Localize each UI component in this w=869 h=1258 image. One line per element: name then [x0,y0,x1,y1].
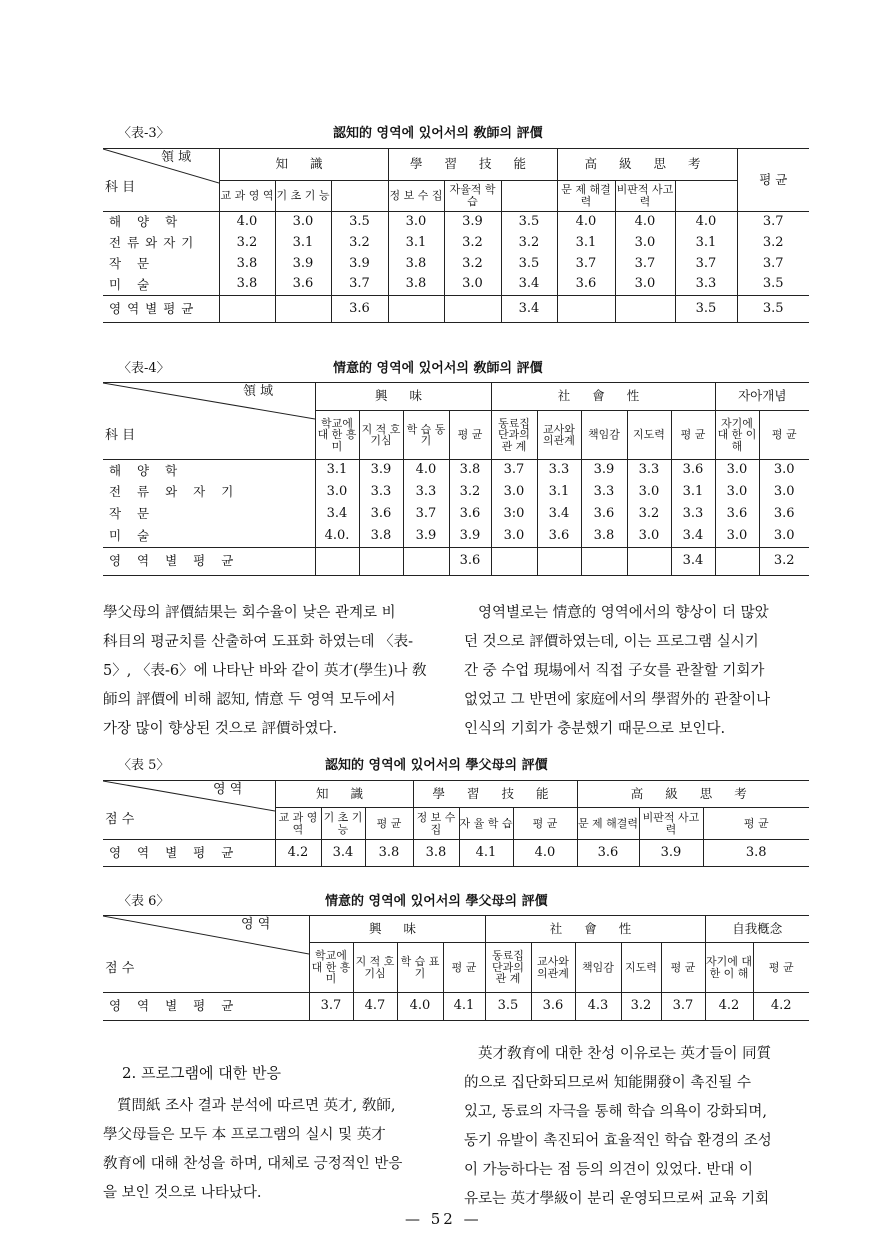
table-cell: 3.9 [581,460,627,482]
text-line: 科目의 평균치를 산출하여 도표화 하였는데 〈表- [103,634,414,650]
text-line: 이 가능하다는 점 등의 의견이 있었다. 반대 이 [464,1162,753,1178]
table-cell: 3.5 [737,296,809,323]
paragraph-left-1 [103,599,443,744]
table-cell: 3.0 [444,275,501,296]
text-line: 동기 유발이 촉진되어 효율적인 학습 환경의 조성 [464,1133,772,1149]
text-line: 的으로 집단화되므로써 知能開發이 촉진될 수 [464,1075,752,1091]
text-line: 가장 많이 향상된 것으로 評價하였다. [103,721,338,737]
table-cell [219,296,275,323]
table-row [103,460,809,482]
row-label: 영 역 별 평 균 [103,548,315,576]
table-total-row [103,993,809,1021]
table-row [103,275,809,296]
text-line: 敎育에 대해 찬성을 하며, 대체로 긍정적인 반응 [103,1156,403,1172]
table-cell: 3.2 [737,233,809,254]
table-cell: 4.0 [397,993,443,1021]
table-cell: 3.6 [759,504,809,526]
table-cell: 4.0 [219,212,275,233]
table-cell: 3.6 [449,504,491,526]
table-cell: 3.9 [275,254,331,275]
row-label: 전류와자기 [103,233,219,254]
table4-title: 情意的 영역에 있어서의 敎師의 評價 [333,361,543,376]
table-cell [615,296,675,323]
table-cell: 3.3 [403,482,449,504]
table-cell: 3.2 [444,233,501,254]
table-cell: 3.8 [449,460,491,482]
table-cell: 3.8 [359,526,403,548]
table-cell: 3.4 [321,840,365,867]
table-cell: 3.5 [737,275,809,296]
table-cell [557,296,615,323]
row-label: 영역별평균 [103,296,219,323]
table-cell [491,548,537,576]
table-cell: 4.0 [675,212,737,233]
table-cell: 4.0 [557,212,615,233]
table3-title: 認知的 영역에 있어서의 敎師의 評價 [333,126,543,141]
table-cell: 3.8 [219,254,275,275]
table-row [103,254,809,275]
table-cell: 3.9 [639,840,703,867]
table-cell: 3.0 [627,526,671,548]
table-cell [315,548,359,576]
table6-corner: 영 역 점 수 [103,916,309,993]
table-row [103,212,809,233]
table-cell: 3.9 [403,526,449,548]
table-cell: 3.6 [537,526,581,548]
table-cell: 3.2 [501,233,557,254]
row-label: 작 문 [103,254,219,275]
table-cell: 3.8 [413,840,459,867]
table-cell: 3.1 [315,460,359,482]
text-line: 간 중 수업 現場에서 직접 子女를 관찰할 기회가 [464,663,765,679]
table-cell: 3.5 [675,296,737,323]
table-cell: 4.3 [575,993,621,1021]
table-cell: 3.7 [403,504,449,526]
table3-group-skills: 學 習 技 能 [388,149,557,181]
table-cell [581,548,627,576]
text-line: 있고, 동료의 자극을 통해 학습 의욕이 강화되며, [464,1104,768,1120]
table4-group-selfconcept: 자아개념 [715,383,809,411]
row-label: 영 역 별 평 균 [103,840,275,867]
table-cell: 3.0 [759,482,809,504]
table-cell: 3.6 [449,548,491,576]
table-cell: 3.0 [715,526,759,548]
table-cell: 3.6 [331,296,388,323]
table-cell: 4.2 [753,993,809,1021]
table-cell: 3.0 [615,275,675,296]
table-cell [388,296,444,323]
table-cell: 3.0 [275,212,331,233]
row-label: 전 류 와 자 기 [103,482,315,504]
table5-title: 認知的 영역에 있어서의 學父母의 評價 [325,758,548,773]
table5-label: 〈表 5〉 [118,758,170,773]
table-cell: 3.8 [581,526,627,548]
table-cell: 3.8 [388,254,444,275]
table-cell: 3.1 [275,233,331,254]
table-cell: 4.0. [315,526,359,548]
table-cell: 4.1 [443,993,485,1021]
table3-label: 〈表-3〉 [118,126,170,141]
table-cell [715,548,759,576]
row-label: 해 양 학 [103,212,219,233]
text-line: 師의 評價에 비해 認知, 情意 두 영역 모두에서 [103,692,396,708]
table-cell: 3.2 [444,254,501,275]
table-cell: 3.6 [715,504,759,526]
table-cell: 3.2 [449,482,491,504]
table-cell: 3.2 [621,993,661,1021]
table-cell: 3.0 [627,482,671,504]
table6-label: 〈表 6〉 [118,894,170,909]
table-cell: 3.5 [331,212,388,233]
table-cell: 3.0 [715,460,759,482]
table4: 領 域 科 目 興 味 社 會 性 자아개념 학교에 대 한 흥 미 지 적 호기심 학 습 동 기 평 균 동료집 단과의 관 계 교사와 의관계 책임감 지도력 평 균 자기에 대 한 이 해 평 균 해 양 학 3.1 3.9 4.0 3.8 3.7 3.3 3.9 3.3 3.6 3.0 3.0 전 류 와 자 기 3.0 3.3 3.3 3.2 3.0 3.1 3.3 3.0 3.1 3.0 3.0 작 문 3.4 3.6 3.7 3.6 3:0 3.4 3.6 3.2 3.3 3.6 3.6 미 술 4.0. 3.8 3.9 3.9 3.0 3.6 3.8 3.0 3.4 3.0 3.0 영 역 별 평 균 3.6 3.4 3.2 [103,382,809,576]
table-cell: 3.0 [388,212,444,233]
table-cell: 4.7 [353,993,397,1021]
page-number: — 52 — [405,1210,482,1228]
table-cell: 3.7 [331,275,388,296]
table3-group-mean: 평 균 [737,149,809,212]
table5: 영 역 점 수 知 識 學 習 技 能 高 級 思 考 교 과 영 역 기 초 기 능 평 균 정 보 수 집 자 율 학 습 평 균 문 제 해결력 비판적 사고력 평 균 영 역 별 평 균 4.2 3.4 3.8 3.8 4.1 4.0 3.6 3.9 3.8 [103,780,809,867]
table-cell: 3.3 [537,460,581,482]
table-cell: 3.9 [359,460,403,482]
table-cell: 3.0 [491,526,537,548]
table-cell: 3.2 [627,504,671,526]
table-cell: 3.1 [537,482,581,504]
text-line: 學父母의 評價結果는 회수율이 낮은 관계로 비 [103,605,396,621]
table-cell: 3.8 [219,275,275,296]
table-row [103,504,809,526]
table3-group-knowledge: 知 識 [219,149,388,181]
paragraph-right-1 [464,599,820,744]
table6-title: 情意的 영역에 있어서의 學父母의 評價 [325,894,548,909]
table-cell: 3.4 [671,526,715,548]
table-row [103,482,809,504]
table-cell: 3.9 [444,212,501,233]
paragraph-right-2 [464,1040,820,1214]
section-heading: 2. 프로그램에 대한 반응 [122,1064,282,1082]
table-row [103,526,809,548]
table5-corner: 영 역 점 수 [103,781,275,840]
table-cell: 3.0 [759,460,809,482]
table-cell: 3.3 [671,504,715,526]
table-cell: 3.1 [675,233,737,254]
row-label: 영 역 별 평 균 [103,993,309,1021]
text-line: 던 것으로 評價하였는데, 이는 프로그램 실시기 [464,634,759,650]
table-cell: 3.6 [581,504,627,526]
table-cell: 3.6 [557,275,615,296]
table-cell: 3.7 [661,993,705,1021]
table-cell: 3.9 [331,254,388,275]
text-line: 英才敎育에 대한 찬성 이유로는 英才들이 同質 [478,1046,772,1062]
table-cell: 3.1 [671,482,715,504]
table-cell: 3.5 [485,993,531,1021]
table6: 영 역 점 수 興 味 社 會 性 自我槪念 학교에 대 한 흥 미 지 적 호기심 학 습 표 기 평 균 동료집 단과의 관 계 교사와 의관계 책임감 지도력 평 균 자기에 대 한 이 해 평 균 영 역 별 평 균 3.7 4.7 4.0 4.1 3.5 3.6 4.3 3.2 3.7 4.2 4.2 [103,915,809,1021]
table-cell: 3.7 [309,993,353,1021]
table-cell: 3.8 [388,275,444,296]
table-cell: 4.0 [615,212,675,233]
table-cell: 3.7 [615,254,675,275]
table-cell: 3.6 [577,840,639,867]
text-line: 을 보인 것으로 나타났다. [103,1185,262,1201]
table3: 領 域 科 目 知 識 學 習 技 能 高 級 思 考 평 균 교 과 영 역 기 초 기 능 정 보 수 집 자율적 학 습 문 제 해결력 비판적 사고력 해 양 학 4.0 3.0 3.5 3.0 3.9 3.5 4.0 4.0 4.0 3.7 전류와자기 3.2 3.1 3.2 3.1 3.2 3.2 3.1 3.0 3.1 3.2 작 문 3.8 3.9 3.9 3.8 3.2 3.5 3.7 3.7 3.7 3.7 미 술 3.8 3.6 3.7 3.8 3.0 3.4 3.6 3.0 3.3 3.5 영역별평균 3.6 3.4 3.5 3.5 [103,148,809,323]
text-line: 영역별로는 情意的 영역에서의 향상이 더 많았 [478,605,769,621]
table-cell: 3.7 [737,212,809,233]
table-cell: 3.7 [491,460,537,482]
table3-corner: 領 域 科 目 [103,149,219,212]
text-line: 없었고 그 반면에 家庭에서의 學習外的 관찰이나 [464,692,771,708]
table-cell [403,548,449,576]
text-line: 유로는 英才學級이 분리 운영되므로써 교육 기회 [464,1191,770,1207]
row-label: 작 문 [103,504,315,526]
table-row [103,233,809,254]
table-cell: 3.7 [675,254,737,275]
row-label: 미 술 [103,526,315,548]
text-line: 學父母들은 모두 本 프로그램의 실시 및 英才 [103,1127,386,1143]
table4-group-interest: 興 味 [315,383,491,411]
table-cell: 3.0 [615,233,675,254]
table-cell: 3.4 [671,548,715,576]
table-cell: 3.6 [531,993,575,1021]
paragraph-left-2 [103,1092,443,1208]
table-cell: 3.0 [491,482,537,504]
table-cell: 3.0 [759,526,809,548]
table-cell [537,548,581,576]
table-cell: 4.2 [275,840,321,867]
table-cell: 3.0 [715,482,759,504]
text-line: 5〉, 〈表-6〉에 나타난 바와 같이 英才(學生)나 敎 [103,663,427,679]
table-cell: 3.2 [219,233,275,254]
row-label: 해 양 학 [103,460,315,482]
table-cell: 3.4 [537,504,581,526]
table-cell: 4.0 [513,840,577,867]
table4-corner: 領 域 科 目 [103,383,315,460]
table-cell: 3.4 [315,504,359,526]
table-cell: 3.5 [501,212,557,233]
text-line: 質問紙 조사 결과 분석에 따르면 英才, 敎師, [117,1098,396,1114]
table-cell: 3.5 [501,254,557,275]
table-cell: 3.3 [675,275,737,296]
table-cell: 3.6 [275,275,331,296]
table-cell: 4.0 [403,460,449,482]
table-cell: 3.1 [388,233,444,254]
table-cell: 3.8 [703,840,809,867]
table-cell [275,296,331,323]
table-cell [627,548,671,576]
table-cell: 3.3 [359,482,403,504]
table-total-row [103,840,809,867]
table-cell: 3.3 [581,482,627,504]
table-cell: 3.6 [359,504,403,526]
table3-group-thinking: 高 級 思 考 [557,149,737,181]
table-cell: 3.3 [627,460,671,482]
row-label: 미 술 [103,275,219,296]
table-cell: 3.6 [671,460,715,482]
table-cell: 3.9 [449,526,491,548]
table-total-row [103,548,809,576]
table-cell: 3.7 [557,254,615,275]
table-total-row [103,296,809,323]
table-cell: 3.8 [365,840,413,867]
table-cell: 4.1 [459,840,513,867]
table-cell: 3.7 [737,254,809,275]
text-line: 인식의 기회가 충분했기 때문으로 보인다. [464,721,726,737]
table-cell [444,296,501,323]
table-cell: 3.1 [557,233,615,254]
table4-group-social: 社 會 性 [491,383,715,411]
table-cell: 3.2 [759,548,809,576]
table-cell: 3:0 [491,504,537,526]
table-cell: 4.2 [705,993,753,1021]
table-cell [359,548,403,576]
table-cell: 3.0 [315,482,359,504]
table-cell: 3.4 [501,275,557,296]
table4-label: 〈表-4〉 [118,361,170,376]
table-cell: 3.4 [501,296,557,323]
table-cell: 3.2 [331,233,388,254]
